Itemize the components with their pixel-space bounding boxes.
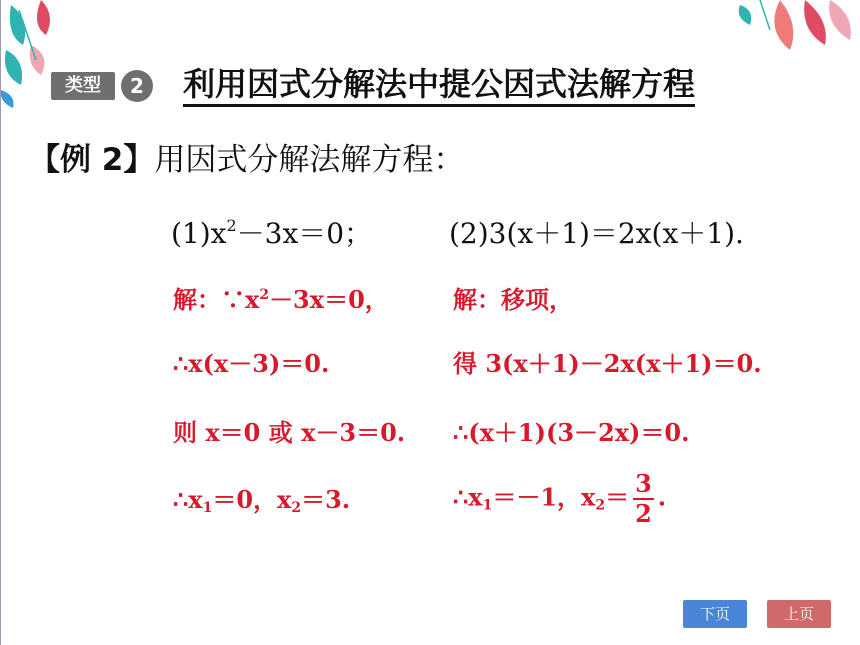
fraction-denominator: 2	[635, 499, 652, 528]
section-header	[51, 66, 771, 106]
sol1-l4-c: ＝3.	[301, 485, 351, 514]
sol1-l1-a: 解：∵x	[173, 285, 260, 314]
problem-2: (2)3(x＋1)＝2x(x＋1).	[449, 217, 744, 250]
section-title: 利用因式分解法中提公因式法解方程	[183, 64, 695, 107]
sol2-l4-c: ＝	[605, 482, 630, 512]
solution-1-line-2: ∴x(x－3)＝0.	[173, 349, 330, 378]
problem-1-part-a: (1)x	[171, 217, 227, 250]
sol2-l4-end: .	[657, 482, 667, 512]
solution-2-line-4	[453, 469, 667, 528]
solution-1-line-1	[173, 280, 389, 315]
sol2-l4-a: ∴x	[453, 482, 483, 512]
type-number-badge: 2	[121, 70, 153, 102]
previous-page-button[interactable]: 上页	[767, 600, 831, 628]
problem-1-exponent: 2	[226, 216, 237, 235]
problem-1	[171, 212, 372, 252]
solution-2-line-3: ∴(x＋1)(3－2x)＝0.	[453, 418, 690, 447]
solution-2-line-1: 解：移项，	[453, 285, 573, 314]
sol1-l4-sub2: 2	[291, 500, 302, 516]
sol1-l4-sub1: 1	[202, 500, 213, 516]
sol1-l4-b: ＝0，x	[212, 485, 292, 514]
sol1-l1-exp: 2	[259, 287, 270, 303]
solution-2-line-2: 得 3(x＋1)－2x(x＋1)＝0.	[453, 349, 762, 378]
next-page-button[interactable]: 下页	[683, 600, 747, 628]
solution-1-line-4	[173, 480, 350, 516]
fraction-numerator: 3	[635, 469, 652, 498]
example-label: 【例 2】	[29, 142, 155, 178]
sol2-l4-sub2: 2	[595, 497, 606, 514]
sol2-l4-sub1: 1	[482, 497, 493, 514]
solution-1-line-3: 则 x＝0 或 x－3＝0.	[173, 418, 406, 447]
problem-1-part-b: －3x＝0；	[236, 217, 373, 250]
sol1-l4-a: ∴x	[173, 485, 203, 514]
leaf-decoration-top-right	[720, 0, 860, 60]
sol1-l1-b: －3x＝0，	[269, 285, 389, 314]
sol2-l4-b: ＝－1，x	[492, 482, 596, 512]
fraction	[633, 469, 654, 528]
example-text: 用因式分解法解方程：	[154, 142, 465, 178]
example-prompt	[29, 134, 464, 179]
type-tag: 类型	[51, 72, 115, 100]
